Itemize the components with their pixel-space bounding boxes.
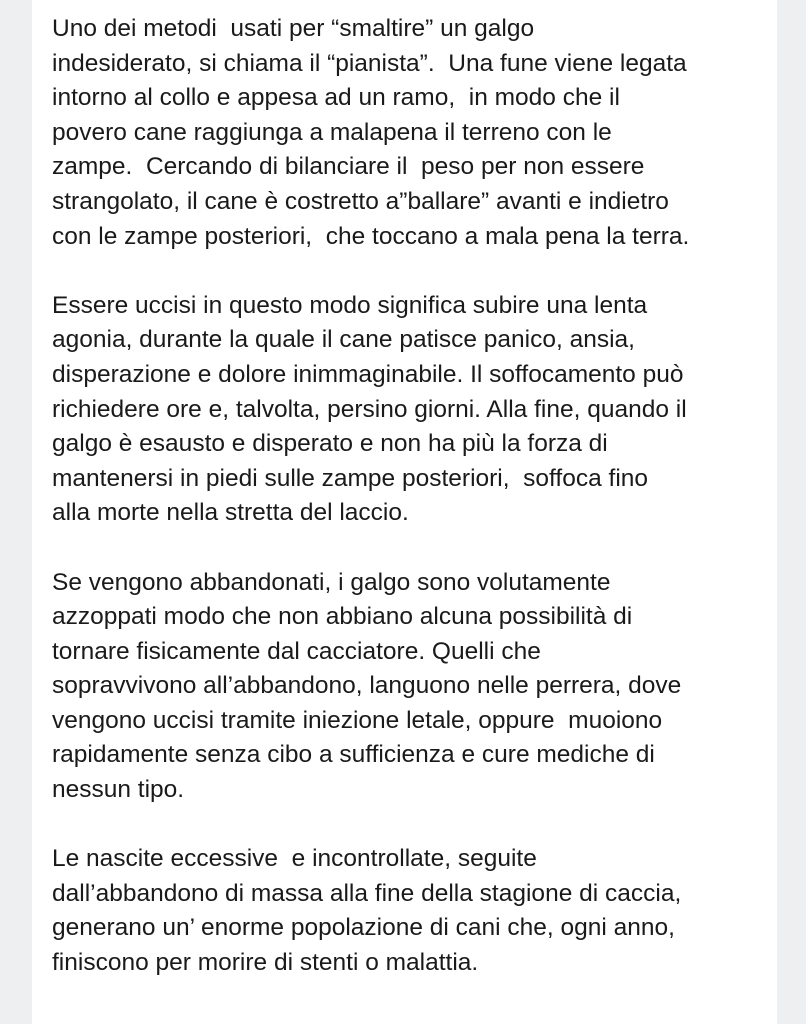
document-page — [32, 0, 777, 1024]
text-line: povero cane raggiunga a malapena il terreno con le — [52, 118, 612, 146]
text-line: intorno al collo e appesa ad un ramo, in modo che il — [52, 84, 620, 112]
text-line: strangolato, il cane è costretto a”ballare” avanti e indietro — [52, 187, 669, 215]
text-line: Essere uccisi in questo modo significa subire una lenta — [52, 291, 648, 319]
text-line: agonia, durante la quale il cane patisce panico, ansia, — [52, 326, 635, 354]
text-line: dall’abbandono di massa alla fine della stagione di caccia, — [52, 879, 682, 907]
text-line: alla morte nella stretta del laccio. — [52, 499, 409, 527]
text-line: azzoppati modo che non abbiano alcuna possibilità di — [52, 603, 633, 631]
text-line: mantenersi in piedi sulle zampe posteriori, soffoca fino — [52, 464, 649, 492]
paragraph-3 — [52, 566, 770, 808]
text-line: Le nascite eccessive e incontrollate, seguite — [52, 845, 537, 873]
text-line: vengono uccisi tramite iniezione letale, oppure muoiono — [52, 706, 663, 734]
text-line: Uno dei metodi usati per “smaltire” un galgo — [52, 15, 535, 42]
text-line: finiscono per morire di stenti o malattia. — [52, 949, 479, 977]
paragraph-2 — [52, 289, 770, 531]
paragraph-4 — [52, 842, 770, 980]
text-line: con le zampe posteriori, che toccano a mala pena la terra. — [52, 222, 690, 250]
text-line: Se vengono abbandonati, i galgo sono volutamente — [52, 568, 611, 596]
text-line: tornare fisicamente dal cacciatore. Quelli che — [52, 637, 541, 665]
text-line: nessun tipo. — [52, 776, 185, 804]
text-line: generano un’ enorme popolazione di cani che, ogni anno, — [52, 914, 675, 942]
text-line: sopravvivono all’abbandono, languono nelle perrera, dove — [52, 672, 682, 700]
text-line: rapidamente senza cibo a sufficienza e cure mediche di — [52, 741, 655, 769]
text-line: galgo è esausto e disperato e non ha più la forza di — [52, 430, 608, 458]
text-line: richiedere ore e, talvolta, persino giorni. Alla fine, quando il — [52, 395, 687, 423]
paragraph-1 — [52, 12, 770, 254]
text-body — [52, 12, 770, 1015]
text-line: disperazione e dolore inimmaginabile. Il soffocamento può — [52, 360, 684, 388]
text-line: zampe. Cercando di bilanciare il peso per non essere — [52, 153, 645, 181]
text-line: indesiderato, si chiama il “pianista”. Una fune viene legata — [52, 49, 687, 77]
